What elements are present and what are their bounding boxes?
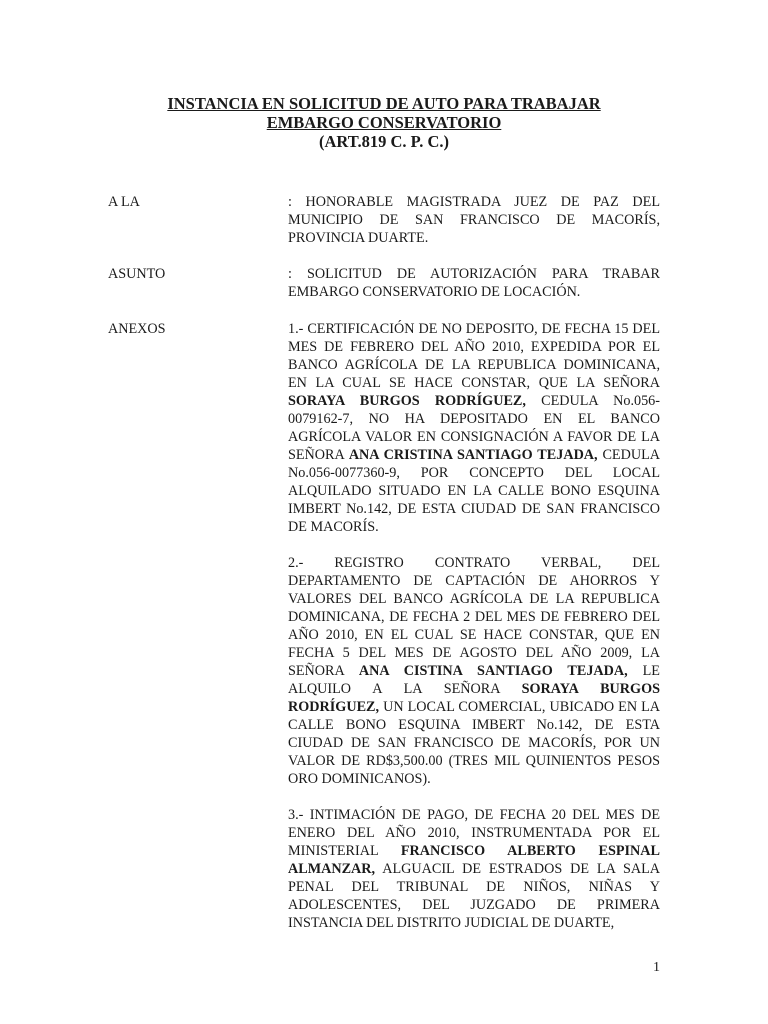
annex-1-text-2: CEDULA No.056-0079162-7, NO HA DEPOSITADO EN EL BANCO AGRÍCOLA VALOR EN CONSIGNACIÓN A FAVOR DE LA SEÑORA bbox=[288, 393, 660, 463]
title-line-3: (ART.819 C. P. C.) bbox=[318, 132, 450, 151]
row-label-asunto: ASUNTO bbox=[108, 266, 166, 282]
title-line-1: INSTANCIA EN SOLICITUD DE AUTO PARA TRABAJAR bbox=[167, 94, 601, 113]
annex-item-2 bbox=[288, 554, 660, 788]
annex-3-text-1: 3.- INTIMACIÓN DE PAGO, DE FECHA 20 DEL MES DE ENERO DEL AÑO 2010, INSTRUMENTADA POR EL MINISTERIAL bbox=[288, 807, 660, 859]
annex-item-3 bbox=[288, 806, 660, 932]
annex-item-1 bbox=[288, 320, 660, 536]
annex-2-name-2: SORAYA BURGOS RODRÍGUEZ, bbox=[288, 681, 660, 715]
page-number: 1 bbox=[653, 960, 660, 975]
row-value-asunto: : SOLICITUD DE AUTORIZACIÓN PARA TRABAR EMBARGO CONSERVATORIO DE LOCACIÓN. bbox=[288, 266, 660, 300]
document-title bbox=[108, 94, 660, 151]
annex-list bbox=[288, 320, 660, 950]
annex-1-text-3: CEDULA No.056-0077360-9, POR CONCEPTO DEL LOCAL ALQUILADO SITUADO EN LA CALLE BONO ESQUINA IMBERT No.142, DE ESTA CIUDAD DE SAN FRANCISCO DE MACORÍS. bbox=[288, 447, 660, 535]
annex-2-text-3: UN LOCAL COMERCIAL, UBICADO EN LA CALLE BONO ESQUINA IMBERT No.142, DE ESTA CIUDAD DE SAN FRANCISCO DE MACORÍS, POR UN VALOR DE RD$3,500.00 (TRES MIL QUINIENTOS PESOS ORO DOMINICANOS). bbox=[288, 699, 660, 787]
row-label-anexos: ANEXOS bbox=[108, 321, 166, 337]
annex-3-name-1: FRANCISCO ALBERTO ESPINAL ALMANZAR, bbox=[288, 843, 660, 877]
title-line-2: EMBARGO CONSERVATORIO bbox=[266, 113, 502, 132]
row-label-a-la: A LA bbox=[108, 194, 140, 210]
annex-1-text-1: 1.- CERTIFICACIÓN DE NO DEPOSITO, DE FECHA 15 DEL MES DE FEBRERO DEL AÑO 2010, EXPEDIDA POR EL BANCO AGRÍCOLA DE LA REPUBLICA DOMINICANA, EN LA CUAL SE HACE CONSTAR, QUE LA SEÑORA bbox=[288, 321, 660, 391]
annex-1-name-2: ANA CRISTINA SANTIAGO TEJADA, bbox=[348, 447, 598, 463]
annex-2-text-1: 2.- REGISTRO CONTRATO VERBAL, DEL DEPARTAMENTO DE CAPTACIÓN DE AHORROS Y VALORES DEL BANCO AGRÍCOLA DE LA REPUBLICA DOMINICANA, DE FECHA 2 DEL MES DE FEBRERO DEL AÑO 2010, EN EL CUAL SE HACE CONSTAR, QUE EN FECHA 5 DEL MES DE AGOSTO DEL AÑO 2009, LA SEÑORA bbox=[288, 555, 660, 679]
row-value-a-la: : HONORABLE MAGISTRADA JUEZ DE PAZ DEL MUNICIPIO DE SAN FRANCISCO DE MACORÍS, PROVINCIA DUARTE. bbox=[288, 194, 660, 246]
annex-3-text-2: ALGUACIL DE ESTRADOS DE LA SALA PENAL DEL TRIBUNAL DE NIÑOS, NIÑAS Y ADOLESCENTES, DEL JUZGADO DE PRIMERA INSTANCIA DEL DISTRITO JUDICIAL DE DUARTE, bbox=[288, 861, 660, 931]
annex-2-name-1: ANA CISTINA SANTIAGO TEJADA, bbox=[358, 663, 628, 679]
annex-1-name-1: SORAYA BURGOS RODRÍGUEZ, bbox=[288, 393, 526, 409]
annex-2-text-2: LE ALQUILO A LA SEÑORA bbox=[288, 663, 660, 697]
